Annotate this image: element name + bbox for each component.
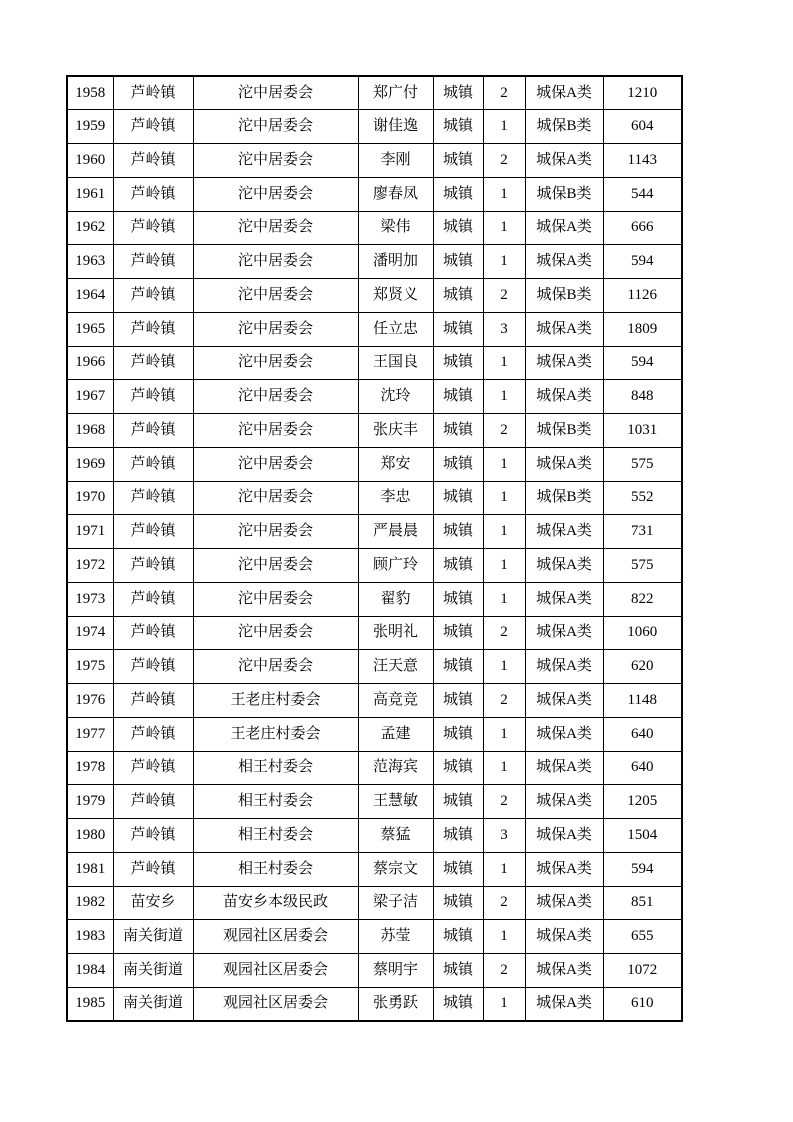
cell-township: 芦岭镇 <box>113 279 193 313</box>
cell-unit: 沱中居委会 <box>193 76 358 110</box>
cell-unit: 沱中居委会 <box>193 211 358 245</box>
cell-amount: 575 <box>603 447 682 481</box>
cell-person-count: 1 <box>483 245 525 279</box>
cell-township: 芦岭镇 <box>113 447 193 481</box>
cell-unit: 沱中居委会 <box>193 414 358 448</box>
cell-category: 城保A类 <box>525 650 603 684</box>
cell-amount: 620 <box>603 650 682 684</box>
cell-township: 芦岭镇 <box>113 312 193 346</box>
cell-unit: 相王村委会 <box>193 819 358 853</box>
cell-amount: 575 <box>603 549 682 583</box>
cell-serial-number: 1984 <box>67 954 113 988</box>
cell-serial-number: 1964 <box>67 279 113 313</box>
cell-serial-number: 1971 <box>67 515 113 549</box>
cell-person-count: 1 <box>483 211 525 245</box>
records-table-body <box>67 76 682 1021</box>
cell-township: 芦岭镇 <box>113 819 193 853</box>
cell-residence-type: 城镇 <box>433 110 483 144</box>
cell-person-count: 1 <box>483 852 525 886</box>
cell-person-name: 郑广付 <box>358 76 433 110</box>
cell-category: 城保B类 <box>525 177 603 211</box>
cell-person-name: 谢佳逸 <box>358 110 433 144</box>
cell-serial-number: 1973 <box>67 582 113 616</box>
table-row <box>67 549 682 583</box>
cell-township: 芦岭镇 <box>113 785 193 819</box>
cell-person-count: 1 <box>483 987 525 1021</box>
cell-unit: 相王村委会 <box>193 751 358 785</box>
cell-unit: 沱中居委会 <box>193 245 358 279</box>
table-row <box>67 920 682 954</box>
cell-category: 城保B类 <box>525 279 603 313</box>
cell-residence-type: 城镇 <box>433 819 483 853</box>
cell-township: 芦岭镇 <box>113 177 193 211</box>
cell-category: 城保A类 <box>525 76 603 110</box>
cell-unit: 沱中居委会 <box>193 380 358 414</box>
cell-residence-type: 城镇 <box>433 414 483 448</box>
cell-amount: 655 <box>603 920 682 954</box>
cell-serial-number: 1979 <box>67 785 113 819</box>
cell-amount: 666 <box>603 211 682 245</box>
cell-unit: 沱中居委会 <box>193 650 358 684</box>
cell-unit: 沱中居委会 <box>193 110 358 144</box>
cell-person-count: 2 <box>483 616 525 650</box>
table-row <box>67 312 682 346</box>
cell-amount: 594 <box>603 245 682 279</box>
cell-amount: 1210 <box>603 76 682 110</box>
cell-residence-type: 城镇 <box>433 245 483 279</box>
cell-category: 城保A类 <box>525 144 603 178</box>
cell-unit: 沱中居委会 <box>193 177 358 211</box>
cell-category: 城保A类 <box>525 987 603 1021</box>
cell-serial-number: 1967 <box>67 380 113 414</box>
table-row <box>67 650 682 684</box>
cell-amount: 1809 <box>603 312 682 346</box>
table-row <box>67 245 682 279</box>
cell-category: 城保A类 <box>525 211 603 245</box>
cell-serial-number: 1976 <box>67 684 113 718</box>
cell-amount: 851 <box>603 886 682 920</box>
table-row <box>67 414 682 448</box>
cell-residence-type: 城镇 <box>433 852 483 886</box>
cell-person-count: 1 <box>483 920 525 954</box>
cell-person-count: 1 <box>483 515 525 549</box>
cell-residence-type: 城镇 <box>433 987 483 1021</box>
cell-unit: 沱中居委会 <box>193 447 358 481</box>
cell-category: 城保A类 <box>525 954 603 988</box>
cell-category: 城保A类 <box>525 920 603 954</box>
cell-residence-type: 城镇 <box>433 650 483 684</box>
cell-person-count: 2 <box>483 144 525 178</box>
cell-person-name: 王国良 <box>358 346 433 380</box>
cell-unit: 沱中居委会 <box>193 279 358 313</box>
cell-serial-number: 1980 <box>67 819 113 853</box>
cell-person-count: 1 <box>483 447 525 481</box>
cell-category: 城保A类 <box>525 819 603 853</box>
cell-person-count: 2 <box>483 76 525 110</box>
cell-person-name: 李忠 <box>358 481 433 515</box>
cell-township: 芦岭镇 <box>113 616 193 650</box>
cell-serial-number: 1975 <box>67 650 113 684</box>
cell-amount: 594 <box>603 346 682 380</box>
cell-person-count: 1 <box>483 481 525 515</box>
cell-unit: 沱中居委会 <box>193 346 358 380</box>
cell-person-name: 郑安 <box>358 447 433 481</box>
cell-amount: 604 <box>603 110 682 144</box>
cell-serial-number: 1983 <box>67 920 113 954</box>
cell-person-name: 苏莹 <box>358 920 433 954</box>
cell-township: 芦岭镇 <box>113 481 193 515</box>
table-row <box>67 110 682 144</box>
cell-township: 芦岭镇 <box>113 717 193 751</box>
cell-person-name: 严晨晨 <box>358 515 433 549</box>
table-row <box>67 515 682 549</box>
table-row <box>67 886 682 920</box>
cell-township: 芦岭镇 <box>113 582 193 616</box>
cell-amount: 1148 <box>603 684 682 718</box>
cell-category: 城保A类 <box>525 312 603 346</box>
cell-person-count: 2 <box>483 886 525 920</box>
cell-residence-type: 城镇 <box>433 76 483 110</box>
cell-category: 城保A类 <box>525 751 603 785</box>
cell-township: 芦岭镇 <box>113 245 193 279</box>
cell-township: 芦岭镇 <box>113 515 193 549</box>
cell-township: 芦岭镇 <box>113 76 193 110</box>
cell-amount: 610 <box>603 987 682 1021</box>
cell-unit: 沱中居委会 <box>193 549 358 583</box>
cell-unit: 观园社区居委会 <box>193 954 358 988</box>
cell-category: 城保A类 <box>525 447 603 481</box>
cell-person-name: 张明礼 <box>358 616 433 650</box>
cell-person-count: 1 <box>483 380 525 414</box>
cell-township: 芦岭镇 <box>113 852 193 886</box>
cell-person-name: 任立忠 <box>358 312 433 346</box>
cell-unit: 沱中居委会 <box>193 616 358 650</box>
cell-category: 城保A类 <box>525 886 603 920</box>
cell-person-count: 2 <box>483 414 525 448</box>
cell-residence-type: 城镇 <box>433 144 483 178</box>
cell-unit: 相王村委会 <box>193 852 358 886</box>
cell-unit: 观园社区居委会 <box>193 920 358 954</box>
cell-unit: 王老庄村委会 <box>193 684 358 718</box>
cell-category: 城保A类 <box>525 852 603 886</box>
cell-township: 芦岭镇 <box>113 346 193 380</box>
table-row <box>67 447 682 481</box>
cell-amount: 640 <box>603 717 682 751</box>
cell-serial-number: 1981 <box>67 852 113 886</box>
cell-residence-type: 城镇 <box>433 447 483 481</box>
cell-category: 城保B类 <box>525 481 603 515</box>
cell-amount: 848 <box>603 380 682 414</box>
cell-person-count: 2 <box>483 785 525 819</box>
cell-amount: 1504 <box>603 819 682 853</box>
cell-residence-type: 城镇 <box>433 312 483 346</box>
cell-serial-number: 1978 <box>67 751 113 785</box>
cell-person-count: 1 <box>483 177 525 211</box>
cell-person-count: 3 <box>483 312 525 346</box>
cell-township: 苗安乡 <box>113 886 193 920</box>
cell-serial-number: 1965 <box>67 312 113 346</box>
cell-person-name: 沈玲 <box>358 380 433 414</box>
table-row <box>67 751 682 785</box>
cell-township: 芦岭镇 <box>113 380 193 414</box>
cell-amount: 1126 <box>603 279 682 313</box>
cell-person-count: 1 <box>483 582 525 616</box>
table-row <box>67 852 682 886</box>
cell-serial-number: 1972 <box>67 549 113 583</box>
cell-amount: 1205 <box>603 785 682 819</box>
cell-amount: 822 <box>603 582 682 616</box>
cell-person-count: 1 <box>483 650 525 684</box>
cell-residence-type: 城镇 <box>433 380 483 414</box>
table-row <box>67 785 682 819</box>
cell-residence-type: 城镇 <box>433 279 483 313</box>
cell-amount: 552 <box>603 481 682 515</box>
cell-category: 城保A类 <box>525 616 603 650</box>
table-row <box>67 380 682 414</box>
cell-township: 南关街道 <box>113 954 193 988</box>
table-row <box>67 481 682 515</box>
cell-serial-number: 1959 <box>67 110 113 144</box>
cell-amount: 1031 <box>603 414 682 448</box>
cell-residence-type: 城镇 <box>433 582 483 616</box>
cell-person-name: 高竞竞 <box>358 684 433 718</box>
cell-category: 城保A类 <box>525 717 603 751</box>
cell-person-name: 张庆丰 <box>358 414 433 448</box>
cell-unit: 沱中居委会 <box>193 481 358 515</box>
cell-category: 城保B类 <box>525 110 603 144</box>
table-row <box>67 987 682 1021</box>
cell-person-count: 3 <box>483 819 525 853</box>
cell-person-name: 梁伟 <box>358 211 433 245</box>
cell-residence-type: 城镇 <box>433 616 483 650</box>
cell-unit: 沱中居委会 <box>193 582 358 616</box>
cell-category: 城保A类 <box>525 245 603 279</box>
cell-serial-number: 1962 <box>67 211 113 245</box>
records-table <box>66 75 683 1022</box>
table-row <box>67 616 682 650</box>
cell-township: 南关街道 <box>113 987 193 1021</box>
cell-residence-type: 城镇 <box>433 684 483 718</box>
cell-unit: 苗安乡本级民政 <box>193 886 358 920</box>
table-row <box>67 954 682 988</box>
cell-person-name: 蔡明宇 <box>358 954 433 988</box>
cell-person-count: 1 <box>483 110 525 144</box>
cell-person-name: 梁子洁 <box>358 886 433 920</box>
cell-person-name: 王慧敏 <box>358 785 433 819</box>
cell-serial-number: 1963 <box>67 245 113 279</box>
cell-residence-type: 城镇 <box>433 346 483 380</box>
cell-unit: 相王村委会 <box>193 785 358 819</box>
cell-unit: 王老庄村委会 <box>193 717 358 751</box>
table-row <box>67 144 682 178</box>
table-row <box>67 582 682 616</box>
cell-person-name: 潘明加 <box>358 245 433 279</box>
cell-township: 芦岭镇 <box>113 110 193 144</box>
cell-unit: 沱中居委会 <box>193 515 358 549</box>
cell-residence-type: 城镇 <box>433 954 483 988</box>
cell-residence-type: 城镇 <box>433 751 483 785</box>
cell-category: 城保A类 <box>525 684 603 718</box>
table-row <box>67 346 682 380</box>
cell-residence-type: 城镇 <box>433 177 483 211</box>
cell-person-count: 1 <box>483 751 525 785</box>
cell-person-count: 1 <box>483 346 525 380</box>
cell-unit: 沱中居委会 <box>193 144 358 178</box>
cell-person-count: 2 <box>483 279 525 313</box>
cell-amount: 544 <box>603 177 682 211</box>
cell-serial-number: 1960 <box>67 144 113 178</box>
cell-serial-number: 1970 <box>67 481 113 515</box>
cell-category: 城保A类 <box>525 785 603 819</box>
cell-residence-type: 城镇 <box>433 886 483 920</box>
cell-amount: 731 <box>603 515 682 549</box>
table-row <box>67 717 682 751</box>
cell-person-name: 翟豹 <box>358 582 433 616</box>
cell-person-count: 2 <box>483 954 525 988</box>
table-row <box>67 211 682 245</box>
cell-category: 城保A类 <box>525 582 603 616</box>
cell-person-count: 2 <box>483 684 525 718</box>
cell-residence-type: 城镇 <box>433 785 483 819</box>
cell-township: 芦岭镇 <box>113 684 193 718</box>
cell-person-name: 郑贤义 <box>358 279 433 313</box>
cell-serial-number: 1969 <box>67 447 113 481</box>
cell-category: 城保A类 <box>525 346 603 380</box>
cell-amount: 594 <box>603 852 682 886</box>
cell-person-name: 廖春凤 <box>358 177 433 211</box>
cell-amount: 1060 <box>603 616 682 650</box>
cell-person-name: 张勇跃 <box>358 987 433 1021</box>
cell-serial-number: 1958 <box>67 76 113 110</box>
cell-person-count: 1 <box>483 549 525 583</box>
cell-category: 城保B类 <box>525 414 603 448</box>
cell-person-name: 蔡猛 <box>358 819 433 853</box>
cell-serial-number: 1961 <box>67 177 113 211</box>
cell-amount: 640 <box>603 751 682 785</box>
cell-unit: 观园社区居委会 <box>193 987 358 1021</box>
cell-serial-number: 1985 <box>67 987 113 1021</box>
cell-amount: 1143 <box>603 144 682 178</box>
cell-serial-number: 1966 <box>67 346 113 380</box>
cell-residence-type: 城镇 <box>433 211 483 245</box>
cell-residence-type: 城镇 <box>433 481 483 515</box>
cell-unit: 沱中居委会 <box>193 312 358 346</box>
cell-serial-number: 1974 <box>67 616 113 650</box>
table-row <box>67 76 682 110</box>
table-row <box>67 177 682 211</box>
cell-person-name: 李刚 <box>358 144 433 178</box>
cell-serial-number: 1968 <box>67 414 113 448</box>
table-row <box>67 279 682 313</box>
cell-township: 芦岭镇 <box>113 144 193 178</box>
cell-residence-type: 城镇 <box>433 717 483 751</box>
cell-person-name: 汪天意 <box>358 650 433 684</box>
cell-residence-type: 城镇 <box>433 515 483 549</box>
cell-township: 芦岭镇 <box>113 414 193 448</box>
cell-township: 南关街道 <box>113 920 193 954</box>
cell-township: 芦岭镇 <box>113 751 193 785</box>
table-row <box>67 684 682 718</box>
cell-category: 城保A类 <box>525 549 603 583</box>
cell-serial-number: 1977 <box>67 717 113 751</box>
cell-residence-type: 城镇 <box>433 549 483 583</box>
cell-serial-number: 1982 <box>67 886 113 920</box>
cell-township: 芦岭镇 <box>113 650 193 684</box>
table-row <box>67 819 682 853</box>
cell-category: 城保A类 <box>525 380 603 414</box>
cell-category: 城保A类 <box>525 515 603 549</box>
cell-person-count: 1 <box>483 717 525 751</box>
cell-township: 芦岭镇 <box>113 549 193 583</box>
cell-person-name: 范海宾 <box>358 751 433 785</box>
cell-amount: 1072 <box>603 954 682 988</box>
cell-person-name: 顾广玲 <box>358 549 433 583</box>
cell-person-name: 孟建 <box>358 717 433 751</box>
cell-residence-type: 城镇 <box>433 920 483 954</box>
cell-township: 芦岭镇 <box>113 211 193 245</box>
cell-person-name: 蔡宗文 <box>358 852 433 886</box>
